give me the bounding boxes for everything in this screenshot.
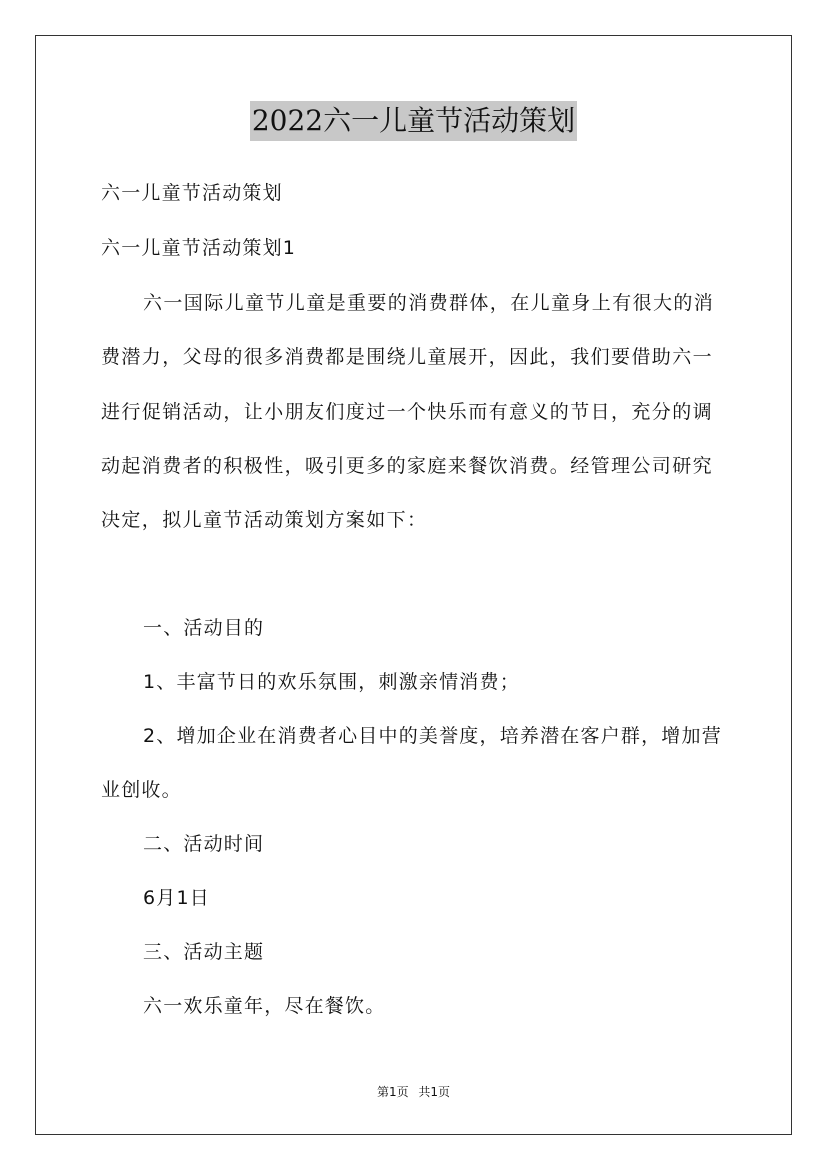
page-number: 第1页 (376, 1085, 409, 1099)
intro-line-2: 费潜力，父母的很多消费都是围绕儿童展开，因此，我们要借助六一 (101, 346, 714, 368)
item-2-line-1: 2、增加企业在消费者心目中的美誉度，培养潜在客户群，增加营 (143, 725, 722, 747)
page-footer (0, 1084, 827, 1100)
title-container (0, 101, 827, 141)
intro-line-1: 六一国际儿童节儿童是重要的消费群体，在儿童身上有很大的消 (143, 292, 715, 314)
subtitle: 六一儿童节活动策划 (101, 182, 283, 204)
item-2-line-2: 业创收。 (101, 779, 182, 801)
heading-purpose: 一、活动目的 (143, 617, 265, 639)
heading-theme: 三、活动主题 (143, 941, 265, 963)
intro-line-4: 动起消费者的积极性，吸引更多的家庭来餐饮消费。经管理公司研究 (101, 455, 714, 477)
item-1: 1、丰富节日的欢乐氛围，刺激亲情消费； (143, 671, 520, 693)
heading-time: 二、活动时间 (143, 833, 265, 855)
section-title: 六一儿童节活动策划1 (101, 237, 297, 259)
event-date: 6月1日 (143, 887, 210, 909)
page-total: 共1页 (418, 1085, 451, 1099)
event-theme: 六一欢乐童年，尽在餐饮。 (143, 995, 386, 1017)
intro-line-5: 决定，拟儿童节活动策划方案如下： (101, 509, 428, 531)
intro-line-3: 进行促销活动，让小朋友们度过一个快乐而有意义的节日，充分的调 (101, 401, 714, 423)
document-title: 2022六一儿童节活动策划 (250, 101, 577, 141)
